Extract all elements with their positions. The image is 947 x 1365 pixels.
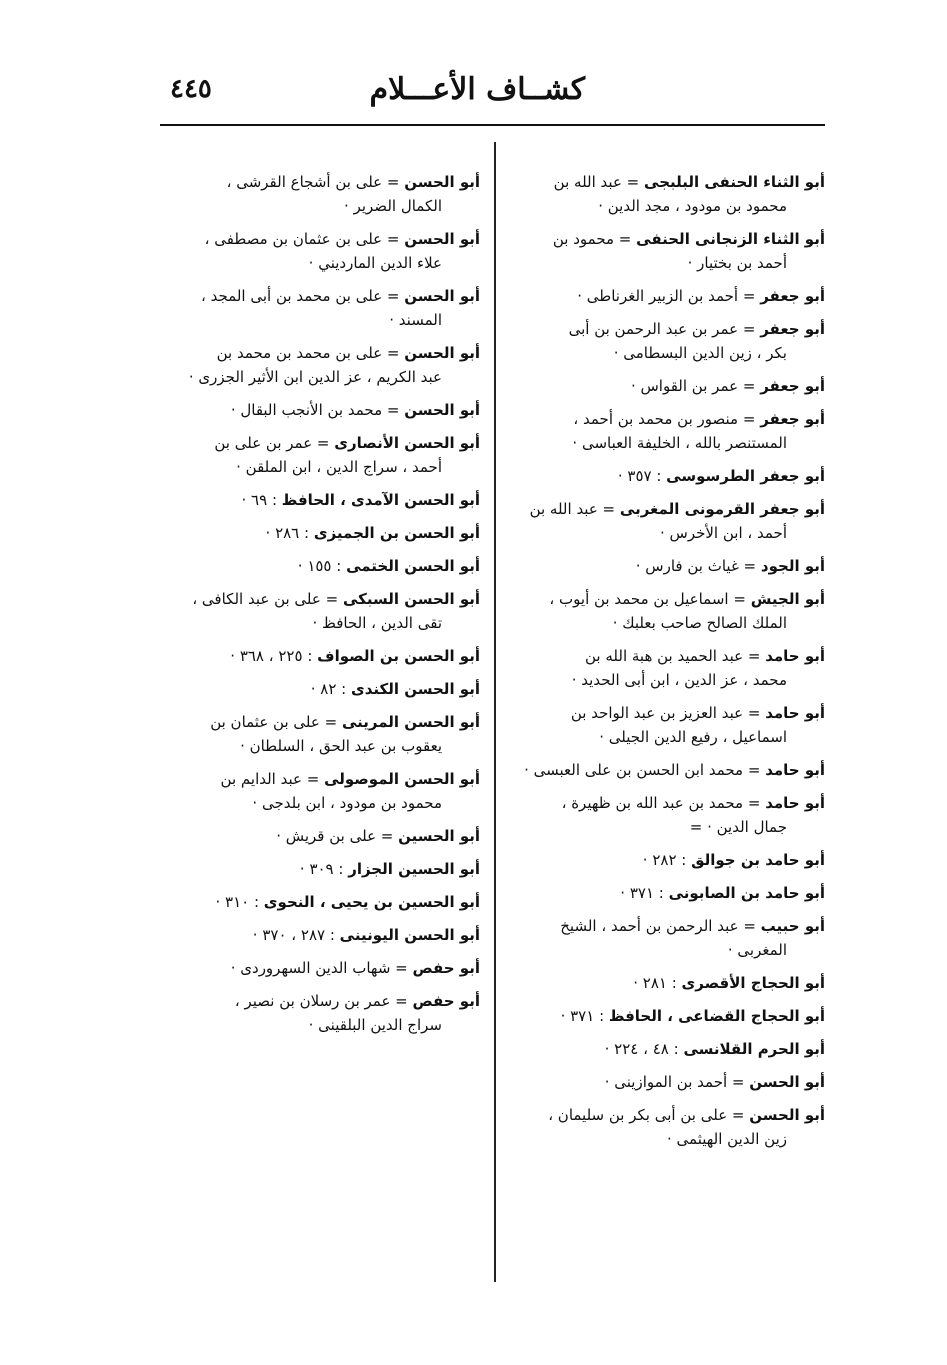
entry-name: أبو الحسن المرينى (341, 713, 480, 731)
index-entry (155, 824, 480, 848)
entry-name: أبو حامد بن الصابونى (668, 884, 825, 902)
entry-continuation: سراج الدين البلقينى · (308, 1016, 442, 1034)
entry-name: أبو الحسن بن الصواف (317, 647, 480, 665)
entry-text: = شهاب الدين السهروردى · (230, 959, 413, 977)
entry-first-line (505, 374, 825, 398)
entry-name: أبو الحسن (404, 173, 480, 191)
entry-text: : ٣٧١ · (560, 1007, 609, 1025)
entry-first-line (155, 170, 480, 194)
entry-first-line (155, 521, 480, 545)
entry-name: أبو جعفر (760, 287, 825, 305)
index-entry (505, 170, 825, 218)
index-entry (505, 1070, 825, 1094)
entry-text: : ٢٨٢ · (642, 851, 692, 869)
entry-name: أبو الثناء الزنجانى الحنفى (636, 230, 825, 248)
entry-text: = أحمد بن الزبير الغرناطى · (577, 287, 761, 305)
index-entry (155, 488, 480, 512)
entry-first-line (505, 881, 825, 905)
index-entry (505, 374, 825, 398)
entry-name: أبو الثناء الحنفى البلبجى (644, 173, 825, 191)
entry-text: = على بن محمد بن محمد بن (216, 344, 405, 362)
entry-first-line (505, 170, 825, 194)
entry-first-line (505, 644, 825, 668)
entry-text: : ٢٨٦ · (265, 524, 314, 542)
entry-text: : ٢٨٧ ، ٣٧٠ · (252, 926, 340, 944)
entry-name: أبو الحجاج الأقصرى (681, 974, 825, 992)
entry-text: = اسماعيل بن محمد بن أيوب ، (549, 590, 751, 608)
entry-text: = عبد الله بن (529, 500, 620, 518)
entry-name: أبو الحسين (398, 827, 480, 845)
entry-text: = على بن عثمان بن (210, 713, 342, 731)
entry-text: : ٨٢ · (310, 680, 351, 698)
entry-continuation: علاء الدين المارديني · (308, 254, 442, 272)
index-entry (505, 1004, 825, 1028)
entry-continuation: المغربى · (727, 941, 787, 959)
entry-name: أبو الحسن الآمدى ، الحافظ (281, 491, 480, 509)
index-entry (505, 407, 825, 455)
entry-name: أبو الحسن (404, 344, 480, 362)
index-entry (155, 170, 480, 218)
index-entry (505, 317, 825, 365)
entry-first-line (505, 464, 825, 488)
entry-first-line (155, 923, 480, 947)
index-entry (505, 758, 825, 782)
entry-first-line (505, 1070, 825, 1094)
entry-name: أبو جعفر (760, 410, 825, 428)
index-column-right (505, 170, 825, 1160)
entry-name: أبو الحسن (749, 1106, 825, 1124)
index-entry (505, 554, 825, 578)
entry-first-line (505, 791, 825, 815)
index-entry (155, 890, 480, 914)
entry-first-line (155, 767, 480, 791)
entry-text: : ١٥٥ · (297, 557, 347, 575)
entry-text: : ٣٥٧ · (617, 467, 667, 485)
entry-first-line (505, 1004, 825, 1028)
entry-first-line (505, 554, 825, 578)
entry-name: أبو الحسن الختمى (346, 557, 480, 575)
entry-continuation: المسند · (389, 311, 442, 329)
entry-text: = على بن عبد الكافى ، (192, 590, 343, 608)
entry-text: = أحمد بن الموازينى · (604, 1073, 750, 1091)
entry-first-line (505, 848, 825, 872)
entry-name: أبو الحسن اليونينى (339, 926, 480, 944)
entry-continuation: جمال الدين · = (689, 818, 787, 836)
entry-name: أبو جعفر القرمونى المغربى (619, 500, 825, 518)
index-column-left (155, 170, 480, 1046)
entry-name: أبو حامد بن جوالق (691, 851, 825, 869)
entry-continuation: زين الدين الهيثمى · (667, 1130, 787, 1148)
entry-continuation: الملك الصالح صاحب بعلبك · (612, 614, 787, 632)
entry-text: = عبد العزيز بن عبد الواحد بن (570, 704, 766, 722)
entry-name: أبو حامد (765, 794, 825, 812)
entry-first-line (155, 554, 480, 578)
entry-text: = عبد الله بن (553, 173, 645, 191)
entry-name: أبو جعفر (760, 377, 825, 395)
index-entry (505, 701, 825, 749)
entry-continuation: أحمد ، سراج الدين ، ابن الملقن · (236, 458, 442, 476)
entry-text: : ٤٨ ، ٢٢٤ · (604, 1040, 684, 1058)
entry-text: = محمود بن (552, 230, 637, 248)
entry-text: : ٣٧١ · (620, 884, 669, 902)
entry-first-line (155, 398, 480, 422)
index-entry (155, 857, 480, 881)
entry-continuation: محمود بن مودود ، ابن بلدجى · (252, 794, 442, 812)
index-entry (155, 767, 480, 815)
page-number: ٤٤٥ (170, 74, 212, 104)
entry-first-line (155, 710, 480, 734)
index-entry (155, 710, 480, 758)
index-entry (155, 398, 480, 422)
entry-text: = عمر بن القواس · (630, 377, 761, 395)
entry-text: : ٣١٠ · (215, 893, 264, 911)
entry-name: أبو الحسن الموصولى (324, 770, 480, 788)
entry-name: أبو الحسن بن الجميزى (313, 524, 480, 542)
entry-first-line (155, 284, 480, 308)
entry-first-line (155, 431, 480, 455)
index-entry (505, 644, 825, 692)
entry-text: = عبد الدايم بن (220, 770, 325, 788)
entry-continuation: بكر ، زين الدين البسطامى · (613, 344, 787, 362)
entry-first-line (155, 488, 480, 512)
entry-name: أبو الجود (760, 557, 825, 575)
entry-text: = عمر بن عبد الرحمن بن أبى (568, 320, 761, 338)
entry-text: = عمر بن على بن (214, 434, 335, 452)
entry-first-line (155, 857, 480, 881)
header-rule (160, 124, 825, 126)
entry-text: = عمر بن رسلان بن نصير ، (234, 992, 413, 1010)
entry-continuation: أحمد ، ابن الأخرس · (659, 524, 787, 542)
entry-text: = محمد بن عبد الله بن ظهيرة ، (561, 794, 766, 812)
entry-continuation: محمود بن مودود ، مجد الدين · (598, 197, 787, 215)
index-entry (155, 677, 480, 701)
index-entry (155, 644, 480, 668)
index-entry (155, 554, 480, 578)
index-entry (505, 971, 825, 995)
entry-text: = محمد بن الأنجب البقال · (230, 401, 405, 419)
entry-name: أبو جعفر (760, 320, 825, 338)
index-entry (505, 1037, 825, 1061)
entry-continuation: الكمال الضرير · (344, 197, 442, 215)
entry-name: أبو الحرم القلانسى (683, 1040, 825, 1058)
entry-first-line (505, 1037, 825, 1061)
entry-text: = على بن محمد بن أبى المجد ، (201, 287, 405, 305)
entry-name: أبو حامد (765, 704, 825, 722)
entry-first-line (155, 989, 480, 1013)
index-entry (155, 341, 480, 389)
entry-text: = على بن قريش · (276, 827, 399, 845)
entry-name: أبو حفص (412, 959, 480, 977)
index-entry (155, 956, 480, 980)
entry-name: أبو حفص (412, 992, 480, 1010)
entry-name: أبو حامد (765, 647, 825, 665)
entry-text: : ٢٢٥ ، ٣٦٨ · (230, 647, 318, 665)
index-entry (155, 431, 480, 479)
entry-first-line (505, 701, 825, 725)
entry-first-line (505, 317, 825, 341)
entry-name: أبو الحسين الجزار (348, 860, 480, 878)
entry-first-line (505, 587, 825, 611)
entry-text: = عبد الرحمن بن أحمد ، الشيخ (560, 917, 761, 935)
entry-first-line (505, 407, 825, 431)
entry-name: أبو جعفر الطرسوسى (666, 467, 825, 485)
entry-text: : ٦٩ · (241, 491, 282, 509)
index-entry (505, 1103, 825, 1151)
entry-text: = عبد الحميد بن هبة الله بن (585, 647, 766, 665)
entry-text: = على بن عثمان بن مصطفى ، (204, 230, 405, 248)
entry-name: أبو الحسن السبكى (342, 590, 480, 608)
index-entry (505, 881, 825, 905)
entry-first-line (155, 341, 480, 365)
entry-continuation: محمد ، عز الدين ، ابن أبى الحديد · (571, 671, 787, 689)
entry-name: أبو الحسن (404, 230, 480, 248)
entry-first-line (155, 824, 480, 848)
entry-first-line (505, 227, 825, 251)
entry-first-line (505, 971, 825, 995)
entry-first-line (155, 587, 480, 611)
entry-name: أبو حبيب (760, 917, 825, 935)
entry-name: أبو الحجاج القضاعى ، الحافظ (608, 1007, 825, 1025)
entry-name: أبو الحسن الأنصارى (334, 434, 480, 452)
entry-first-line (155, 956, 480, 980)
entry-text: = غياث بن فارس · (635, 557, 761, 575)
entry-name: أبو الحسين بن يحيى ، النحوى (263, 893, 480, 911)
entry-continuation: تقى الدين ، الحافظ · (312, 614, 442, 632)
entry-first-line (505, 914, 825, 938)
entry-continuation: أحمد بن بختيار · (687, 254, 787, 272)
index-entry (155, 227, 480, 275)
entry-continuation: يعقوب بن عبد الحق ، السلطان · (240, 737, 442, 755)
entry-first-line (155, 644, 480, 668)
index-entry (155, 587, 480, 635)
index-entry (155, 923, 480, 947)
entry-name: أبو الحسن (404, 401, 480, 419)
index-entry (155, 989, 480, 1037)
index-entry (505, 284, 825, 308)
entry-first-line (505, 284, 825, 308)
entry-first-line (155, 677, 480, 701)
index-entry (505, 464, 825, 488)
entry-continuation: عبد الكريم ، عز الدين ابن الأثير الجزرى · (188, 368, 442, 386)
entry-continuation: المستنصر بالله ، الخليفة العباسى · (572, 434, 787, 452)
entry-name: أبو الجيش (750, 590, 825, 608)
entry-first-line (155, 227, 480, 251)
entry-first-line (505, 497, 825, 521)
entry-text: : ٣٠٩ · (299, 860, 349, 878)
index-entry (505, 497, 825, 545)
entry-name: أبو الحسن (749, 1073, 825, 1091)
index-entry (505, 791, 825, 839)
index-entry (505, 848, 825, 872)
column-divider (494, 142, 496, 1282)
page-title: كشــاف الأعـــلام (369, 72, 585, 107)
index-entry (505, 587, 825, 635)
entry-name: أبو الحسن (404, 287, 480, 305)
entry-first-line (505, 758, 825, 782)
entry-text: = منصور بن محمد بن أحمد ، (573, 410, 761, 428)
index-entry (505, 914, 825, 962)
entry-name: أبو حامد (765, 761, 825, 779)
entry-first-line (155, 890, 480, 914)
entry-continuation: اسماعيل ، رفيع الدين الجيلى · (599, 728, 787, 746)
entry-text: = محمد ابن الحسن بن على العبسى · (524, 761, 766, 779)
page-header (160, 66, 825, 126)
index-entry (155, 284, 480, 332)
entry-text: = على بن أبى بكر بن سليمان ، (548, 1106, 750, 1124)
index-entry (505, 227, 825, 275)
entry-first-line (505, 1103, 825, 1127)
entry-text: : ٢٨١ · (633, 974, 682, 992)
index-entry (155, 521, 480, 545)
entry-text: = على بن أشجاع القرشى ، (226, 173, 405, 191)
entry-name: أبو الحسن الكندى (350, 680, 480, 698)
